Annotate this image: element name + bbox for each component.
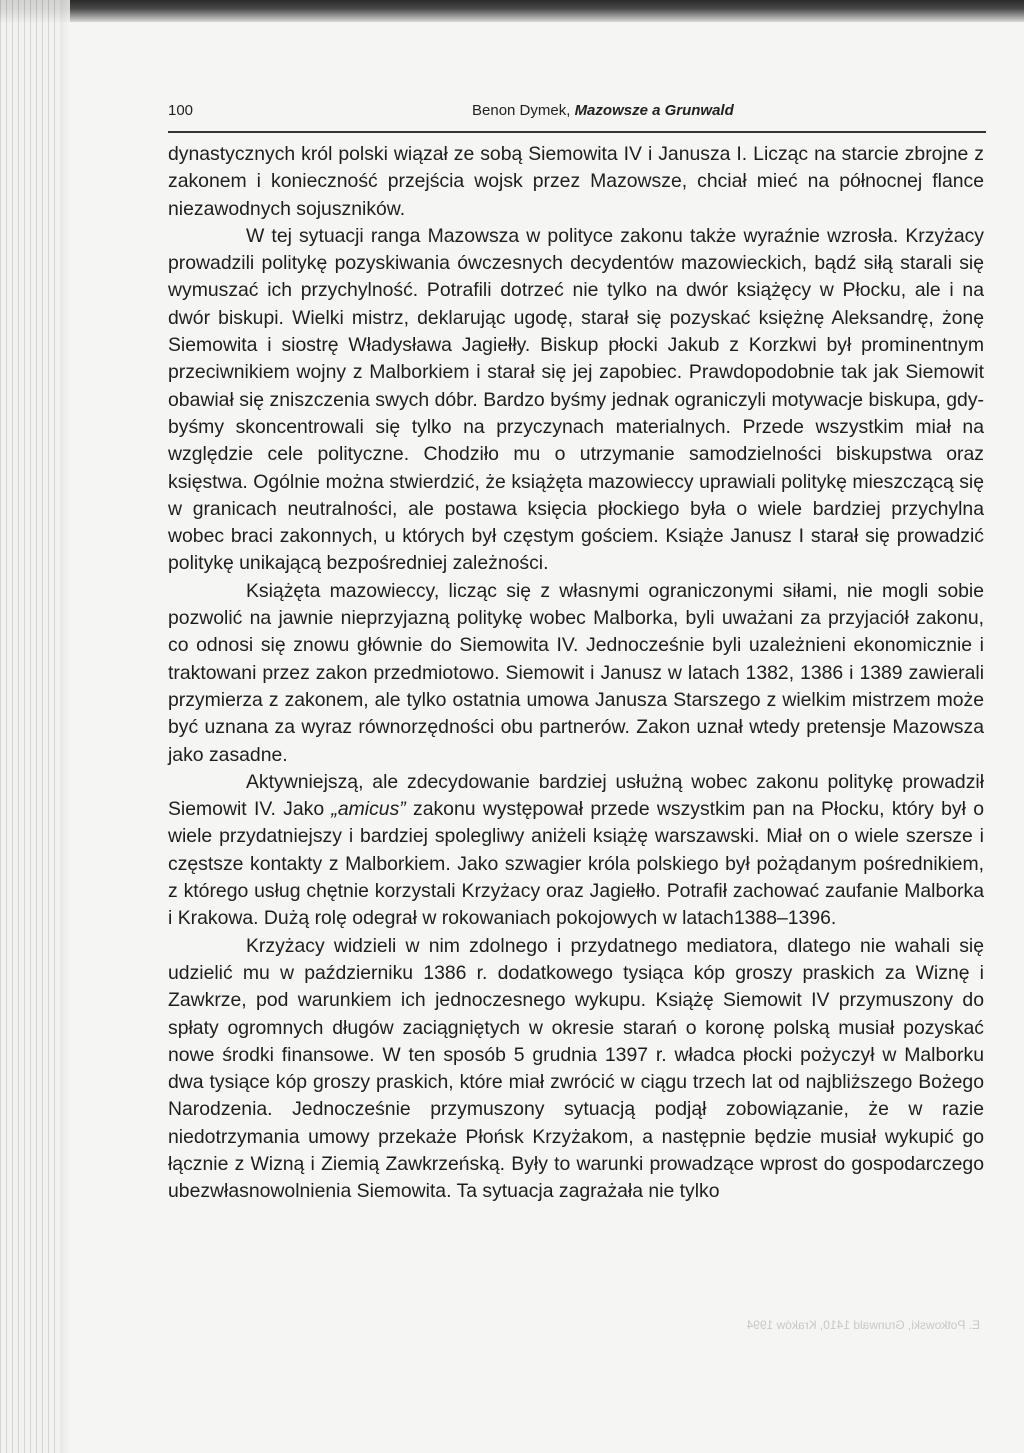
- bleed-through-text: E. Potkowski, Grunwald 1410, Kraków 1994: [746, 1318, 980, 1332]
- amicus-term: „amicus”: [331, 798, 406, 821]
- running-head: [472, 102, 734, 119]
- paragraph-4-start: Aktywniejszą, ale zdecydowanie bardziej usłużną wobec zakonu politykę prowadził Siemowit IV. Jako: [168, 770, 984, 821]
- paragraph-5: Krzyżacy widzieli w nim zdolnego i przydatnego mediatora, dlatego nie wahali się udzielić mu w październiku 1386 r. dodatkowego tysiąca kóp groszy praskich za Wiznę i Zawkrze, pod warunkiem ich jednoczesnego wykupu. Książę Siemowit IV przymuszony do spłaty ogromnych długów zaciągniętych w okresie starań o koronę polską musiał pozyskać nowe środki finansowe. W ten sposób 5 grudnia 1397 r. władca płocki pożyczył w Malborku dwa tysiące kóp groszy praskich, które miał zwrócić w ciągu trzech lat od najbliższego Bożego Narodzenia. Jednocześnie przymuszony sytuacją podjął zobowiązanie, że w razie niedotrzymania umowy przekaże Płońsk Krzyżakom, a następnie będzie musiał wykupić go łącznie z Wizną i Ziemią Zawkrzeńską. Były to warunki prowadzące wprost do gospodarczego ubezwłasnowolnienia Siemowita. Ta sytuacja zagrażała nie tylko: [168, 934, 984, 1203]
- header-title: Mazowsze a Grunwald: [574, 102, 734, 119]
- paragraph-4-end: zakonu występował przede wszystkim pan na Płocku, który był o wiele przydatniejszy i bardziej spolegliwy aniżeli książę warszawski. Miał on o wiele szersze i częstsze kontakty z Malborkiem. Jako szwagier króla polskiego był pożądanym pośrednikiem, z którego usług chętnie korzystali Krzyżacy oraz Jagiełło. Potrafił zachować zaufanie Malborka i Krakowa. Dużą rolę odegrał w rokowaniach pokojowych w latach1388–1396.: [168, 798, 984, 930]
- scan-top-edge: [0, 0, 1024, 22]
- page-number: 100: [168, 102, 194, 119]
- paragraph-3: Książęta mazowieccy, licząc się z własnymi ograniczonymi siłami, nie mogli sobie pozwolić na jawnie nieprzyjazną politykę wobec Malborka, byli uważani za przyjaciół zakonu, co odnosi się znowu głównie do Siemowita IV. Jednocześnie byli uzależnieni ekonomicznie i traktowani przez zakon przedmiotowo. Siemowit i Janusz w latach 1382, 1386 i 1389 zawierali przymierza z zakonem, ale tylko ostatnia umowa Janusza Starszego z wielkim mistrzem może być uznana za wyraz równorzędności obu partnerów. Zakon uznał wtedy pretensje Mazowsza jako zasadne.: [168, 579, 984, 766]
- paragraph-4: [168, 769, 984, 933]
- body-text: [168, 141, 984, 1206]
- paragraph-1: dynastycznych król polski wiązał ze sobą Siemowita IV i Janusza I. Licząc na starcie zbrojne z zakonem i konieczność przejścia wojsk przez Mazowsze, chciał mieć na północnej flance niezawodnych sojuszników.: [168, 143, 984, 220]
- header-rule: [168, 131, 986, 133]
- header-author: Benon Dymek,: [472, 102, 571, 119]
- page-stack-edges: [0, 0, 70, 1453]
- running-header: [168, 100, 982, 124]
- paragraph-2: W tej sytuacji ranga Mazowsza w polityce zakonu także wyraźnie wzrosła. Krzyżacy prowadzili politykę pozyskiwania ówczesnych decydentów mazowieckich, bądź siłą starali się wymuszać ich przychylność. Potrafili dotrzeć nie tylko na dwór książęcy w Płocku, ale i na dwór biskupi. Wielki mistrz, deklarując ugodę, starał się pozyskać księżnę Aleksandrę, żonę Siemowita i siostrę Władysława Jagiełły. Biskup płocki Jakub z Korzkwi był prominentnym przeciwnikiem wojny z Malborkiem i starał się jej zapobiec. Prawdopodobnie tak jak Siemowit obawiał się zniszczenia swych dóbr. Bardzo byśmy jednak ograniczyli motywacje biskupa, gdybyśmy skoncentrowali się tylko na przyczynach materialnych. Przede wszystkim miał na względzie cele polityczne. Chodziło mu o utrzymanie samodzielności biskupstwa oraz księstwa. Ogólnie można stwierdzić, że książęta mazowieccy uprawiali politykę mieszczącą się w granicach neutralności, ale postawa księcia płockiego była o wiele bardziej przychylna wobec braci zakonnych, u których był częstym gościem. Książe Janusz I starał się prowadzić politykę unikającą bezpośredniej zależności.: [168, 224, 984, 575]
